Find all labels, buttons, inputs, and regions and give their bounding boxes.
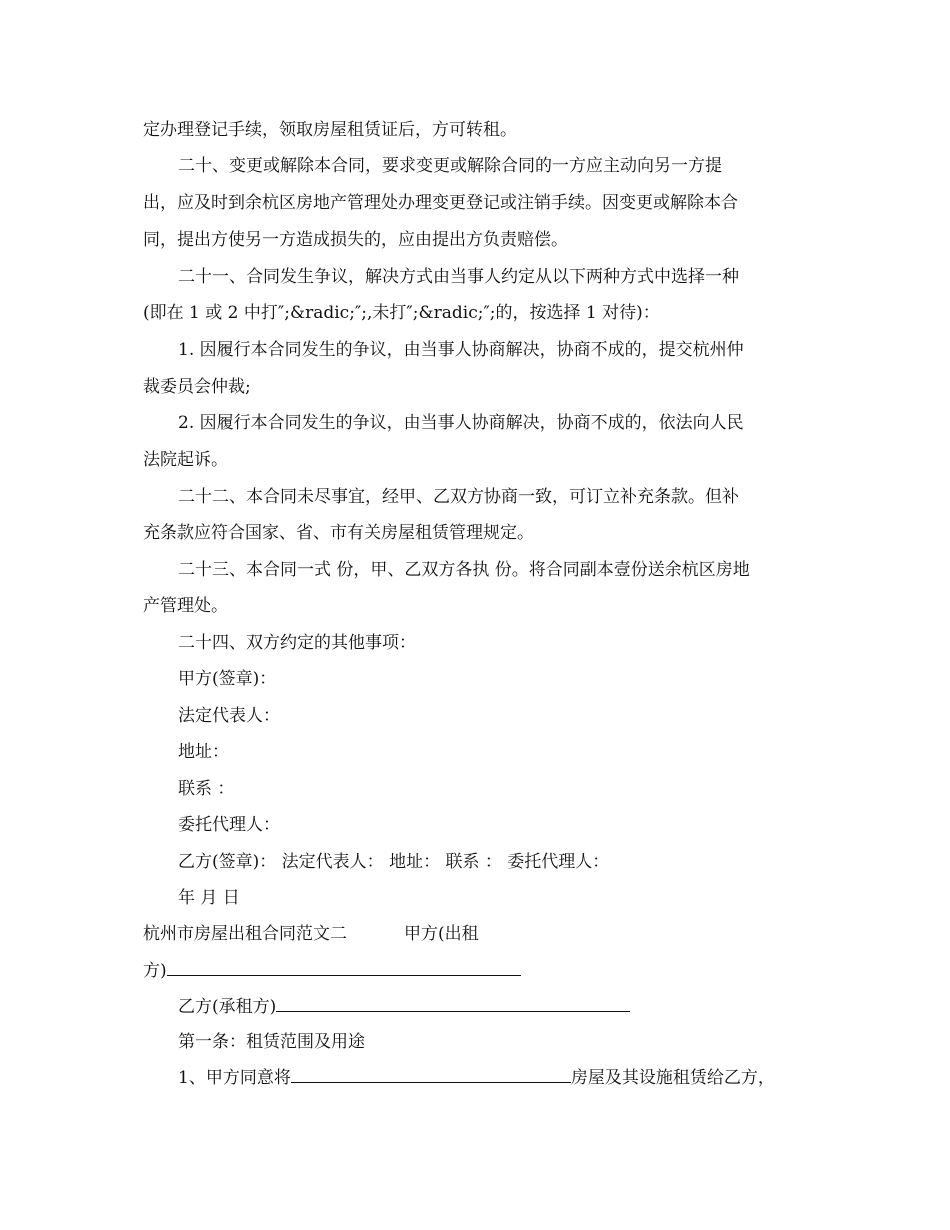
text-line: 1. 因履行本合同发生的争议，由当事人协商解决，协商不成的，提交杭州仲: [178, 340, 744, 360]
signature-party-b: 乙方(签章)： 法定代表人： 地址： 联系 ： 委托代理人：: [178, 852, 610, 872]
signature-party-a: 甲方(签章)：: [178, 669, 277, 689]
clause-text-cont: 房屋及其设施租赁给乙方，: [570, 1068, 775, 1088]
address-label: 地址：: [178, 742, 229, 762]
text-line: 2. 因履行本合同发生的争议，由当事人协商解决，协商不成的，依法向人民: [178, 413, 744, 433]
article-one-title: 第一条：租赁范围及用途: [178, 1032, 365, 1052]
section-title: 杭州市房屋出租合同范文二: [143, 924, 347, 944]
fill-blank: [291, 1068, 571, 1083]
text-line: 法院起诉。: [143, 450, 228, 470]
text-line: 产管理处。: [143, 596, 228, 616]
agent-label: 委托代理人：: [178, 815, 280, 835]
text-line: 二十一、合同发生争议，解决方式由当事人约定从以下两种方式中选择一种: [178, 267, 739, 287]
text-line: 二十四、双方约定的其他事项：: [178, 633, 416, 653]
text-line: 二十三、本合同一式 份，甲、乙双方各执 份。将合同副本壹份送余杭区房地: [178, 560, 750, 580]
party-a-label-cont: 方): [143, 961, 167, 981]
party-b-label: 乙方(承租方): [178, 997, 277, 1017]
clause-text: 1、甲方同意将: [178, 1068, 291, 1088]
fill-blank: [167, 961, 521, 976]
date-line: 年 月 日: [178, 888, 240, 908]
contact-label: 联系 ：: [178, 779, 235, 799]
text-line: 定办理登记手续，领取房屋租赁证后，方可转租。: [143, 120, 517, 140]
party-a-fill-line: [143, 961, 521, 981]
clause-line: [178, 1068, 775, 1088]
party-a-label: 甲方(出租: [404, 924, 479, 944]
text-line: 裁委员会仲裁;: [143, 377, 251, 397]
legal-representative: 法定代表人：: [178, 706, 280, 726]
text-line: 出，应及时到余杭区房地产管理处办理变更登记或注销手续。因变更或解除本合: [143, 193, 738, 213]
text-line: 充条款应符合国家、省、市有关房屋租赁管理规定。: [143, 523, 534, 543]
text-line: 二十、变更或解除本合同，要求变更或解除合同的一方应主动向另一方提: [178, 156, 722, 176]
fill-blank: [276, 997, 630, 1012]
text-line: 同，提出方使另一方造成损失的，应由提出方负责赔偿。: [143, 230, 568, 250]
text-line: (即在 1 或 2 中打″;&radic;″;,未打″;&radic;″;的，按选择 1 对待)：: [143, 303, 660, 323]
text-line: 二十二、本合同未尽事宜，经甲、乙双方协商一致，可订立补充条款。但补: [178, 487, 739, 507]
party-b-fill-line: [178, 997, 630, 1017]
